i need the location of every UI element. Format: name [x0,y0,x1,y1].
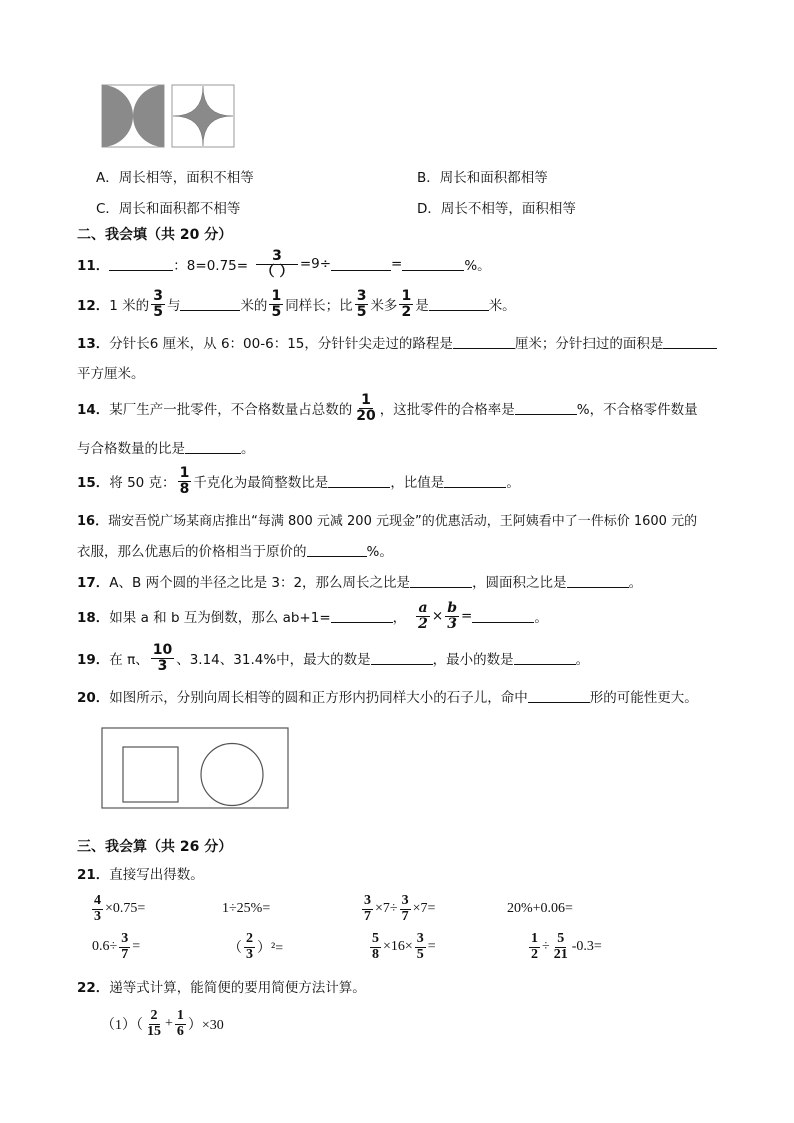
calc4-text: 20%+0.06= [507,901,573,916]
q14-text-4: 与合格数量的比是 [77,441,185,457]
calc8-fraction-2: $\frac{5}{21}$ [553,930,568,962]
q22-1-text-2: + [165,1016,173,1031]
q19-fraction: $\frac{10}{3}$ [152,641,173,674]
question-16 [77,510,697,529]
calc6-text-1: （ [228,941,242,956]
question-13 [77,332,717,352]
q12-text-3: 米的 [240,298,268,314]
q11-text-1: ：8=0.75= [173,258,249,274]
calc8-fraction-1: $\frac{1}{2}$ [531,930,538,962]
calc-item-2 [222,891,270,927]
square-circle-figure [101,727,289,813]
q14-text-5: 。 [241,441,255,457]
q16-num: 16． [77,514,109,529]
option-a: A．周长相等，面积不相等 [96,170,254,186]
q19-blank-1[interactable] [371,652,433,665]
q15-text-4: 。 [506,475,520,491]
calc1-fraction: $\frac{4}{3}$ [94,892,101,924]
q18-fraction-2: $\frac{b}{3}$ [447,599,458,632]
question-22 [77,976,366,996]
section-2-title: 二、我会填（共 20 分） [77,227,233,243]
calc2-text: 1÷25%= [222,901,271,916]
q13-text-3: 平方厘米。 [77,366,145,382]
q12-blank-2[interactable] [429,298,489,311]
q18-blank-1[interactable] [331,610,393,623]
q14-fraction: $\frac{1}{20}$ [356,391,376,424]
q11-blank-1[interactable] [109,258,173,271]
q15-blank-1[interactable] [328,475,390,488]
calc5-text-1: 0.6÷ [92,939,118,954]
q21-num: 21． [77,867,110,883]
question-14 [77,390,698,426]
circle-shape [201,744,263,806]
q14-blank-2[interactable] [185,441,241,454]
calc7-text-1: ×16× [383,939,413,954]
q18-text-2: ， [392,610,407,626]
q12-fraction-3: $\frac{3}{5}$ [356,287,367,320]
question-16-line2 [77,540,393,560]
shape-figure-left [101,84,165,152]
option-c: C．周长和面积都不相等 [96,201,241,217]
q11-fraction: $\frac{3}{( )}$ [256,249,298,279]
section-3-title: 三、我会算（共 26 分） [77,839,233,855]
q12-text-6: 是 [415,298,429,314]
q14-text-3: %，不合格零件数量 [576,402,698,418]
q21-text: 直接写出得数。 [109,867,204,883]
shape-figure-right [171,84,235,152]
q12-text-7: 米。 [488,298,516,314]
q12-text-5: 米多 [370,298,398,314]
calc-item-5 [92,929,140,965]
calc7-fraction-2: $\frac{3}{5}$ [416,930,424,962]
q11-blank-3[interactable] [402,258,464,271]
q11-blank-2[interactable] [331,258,391,271]
q15-text-1: 将 50 克： [109,475,176,491]
calc7-fraction-1: $\frac{5}{8}$ [372,930,379,962]
calc1-text: ×0.75= [105,901,146,916]
q20-blank[interactable] [528,690,590,703]
q18-fraction-1: $\frac{a}{2}$ [418,599,428,632]
q19-text-4: 。 [575,652,590,668]
q16-text-3: %。 [366,544,393,560]
calc7-text-2: = [427,939,436,954]
q16-blank[interactable] [307,544,367,557]
q18-num: 18． [77,610,110,626]
calc-item-8 [527,929,602,965]
calc6-text-2: ）²= [257,941,284,956]
q13-text-2: 厘米；分针扫过的面积是 [514,336,664,352]
q19-blank-2[interactable] [514,652,576,665]
q18-text-3: × [431,608,444,624]
q13-num: 13． [77,336,110,352]
q20-text-1: 如图所示，分别向周长相等的圆和正方形内扔同样大小的石子儿，命中 [109,690,528,706]
calc5-fraction: $\frac{3}{7}$ [121,930,129,962]
q19-text-3: ，最小的数是 [432,652,514,668]
q12-fraction-2: $\frac{1}{5}$ [271,287,282,320]
calc3-text-1: ×7÷ [375,901,398,916]
q15-blank-2[interactable] [444,475,506,488]
q20-num: 20． [77,690,110,706]
q14-num: 14． [77,402,110,418]
q18-blank-2[interactable] [472,610,534,623]
question-11 [77,246,491,282]
q11-num: 11． [77,258,110,274]
q17-blank-1[interactable] [410,575,472,588]
q22-num: 22． [77,980,110,996]
calc3-fraction-2: $\frac{3}{7}$ [401,892,409,924]
question-14-line2 [77,437,255,457]
q22-1-text-3: ）×30 [187,1018,224,1033]
q17-num: 17． [77,575,110,591]
q18-text-4: = [461,608,473,624]
calc-item-4 [507,891,573,927]
q12-text-4: 同样长；比 [285,298,353,314]
option-d: D．周长不相等，面积相等 [417,201,576,217]
calc3-fraction-1: $\frac{3}{7}$ [364,892,371,924]
question-22-1 [101,1006,224,1042]
q22-1-fraction-1: $\frac{2}{15}$ [147,1007,161,1039]
q13-text-1: 分针长6 厘米，从 6：00-6：15，分针针尖走过的路程是 [109,336,453,352]
option-b: B．周长和面积都相等 [417,170,548,186]
q20-text-2: 形的可能性更大。 [589,690,698,706]
q14-text-2: ，这批零件的合格率是 [379,402,515,418]
q14-text-1: 某厂生产一批零件，不合格数量占总数的 [109,402,353,418]
square-shape [123,747,178,802]
calc5-text-2: = [132,939,141,954]
q15-text-2: 千克化为最简整数比是 [193,475,329,491]
calc8-text-1: ÷ [542,939,550,954]
q18-text-5: 。 [534,610,548,626]
calc-item-7 [368,929,436,965]
question-18 [77,598,548,634]
q16-text-2: 衣服，那么优惠后的价格相当于原价的 [77,544,307,560]
question-17 [77,571,642,591]
calc-item-3 [360,891,435,927]
q19-text-2: 、3.14、31.4%中，最大的数是 [176,652,371,668]
q12-fraction-4: $\frac{1}{2}$ [401,287,412,320]
q15-fraction: $\frac{1}{8}$ [179,464,190,497]
q22-text: 递等式计算，能简便的要用简便方法计算。 [109,980,366,996]
q17-text-1: A、B 两个圆的半径之比是 3：2，那么周长之比是 [109,575,411,591]
q14-blank-1[interactable] [515,402,577,415]
q19-text-1: 在 π、 [109,652,149,668]
calc6-fraction: $\frac{2}{3}$ [246,930,253,962]
q18-text-1: 如果 a 和 b 互为倒数，那么 ab+1= [109,610,331,626]
q22-1-fraction-2: $\frac{1}{6}$ [176,1007,184,1039]
q13-blank-2[interactable] [663,336,717,349]
q12-text-2: 与 [166,298,181,314]
q11-text-3: = [391,256,403,272]
q11-text-4: %。 [464,258,491,274]
question-12 [77,286,516,322]
q12-num: 12． [77,298,110,314]
calc-item-1 [90,891,145,927]
calc3-text-2: ×7= [412,901,436,916]
q17-text-2: ，圆面积之比是 [472,575,567,591]
q15-num: 15． [77,475,110,491]
q19-num: 19． [77,652,110,668]
q12-text-1: 1 米的 [109,298,150,314]
q12-fraction-1: $\frac{3}{5}$ [153,287,163,320]
q16-text-1: 瑞安吾悦广场某商店推出“每满 800 元减 200 元现金”的优惠活动，王阿姨看中了一件标价 1600 元的 [108,514,698,529]
question-21 [77,863,204,883]
q15-text-3: ，比值是 [390,475,445,491]
calc8-text-2: -0.3= [571,939,602,954]
calc-item-6 [228,929,283,965]
q17-blank-2[interactable] [567,575,629,588]
question-15 [77,463,520,499]
q12-blank-1[interactable] [180,298,240,311]
q22-1-text-1: （1）（ [101,1018,143,1033]
question-19 [77,640,589,676]
q13-blank-1[interactable] [453,336,515,349]
question-20 [77,686,698,706]
q11-text-2: =9÷ [299,256,332,272]
q17-text-3: 。 [628,575,643,591]
